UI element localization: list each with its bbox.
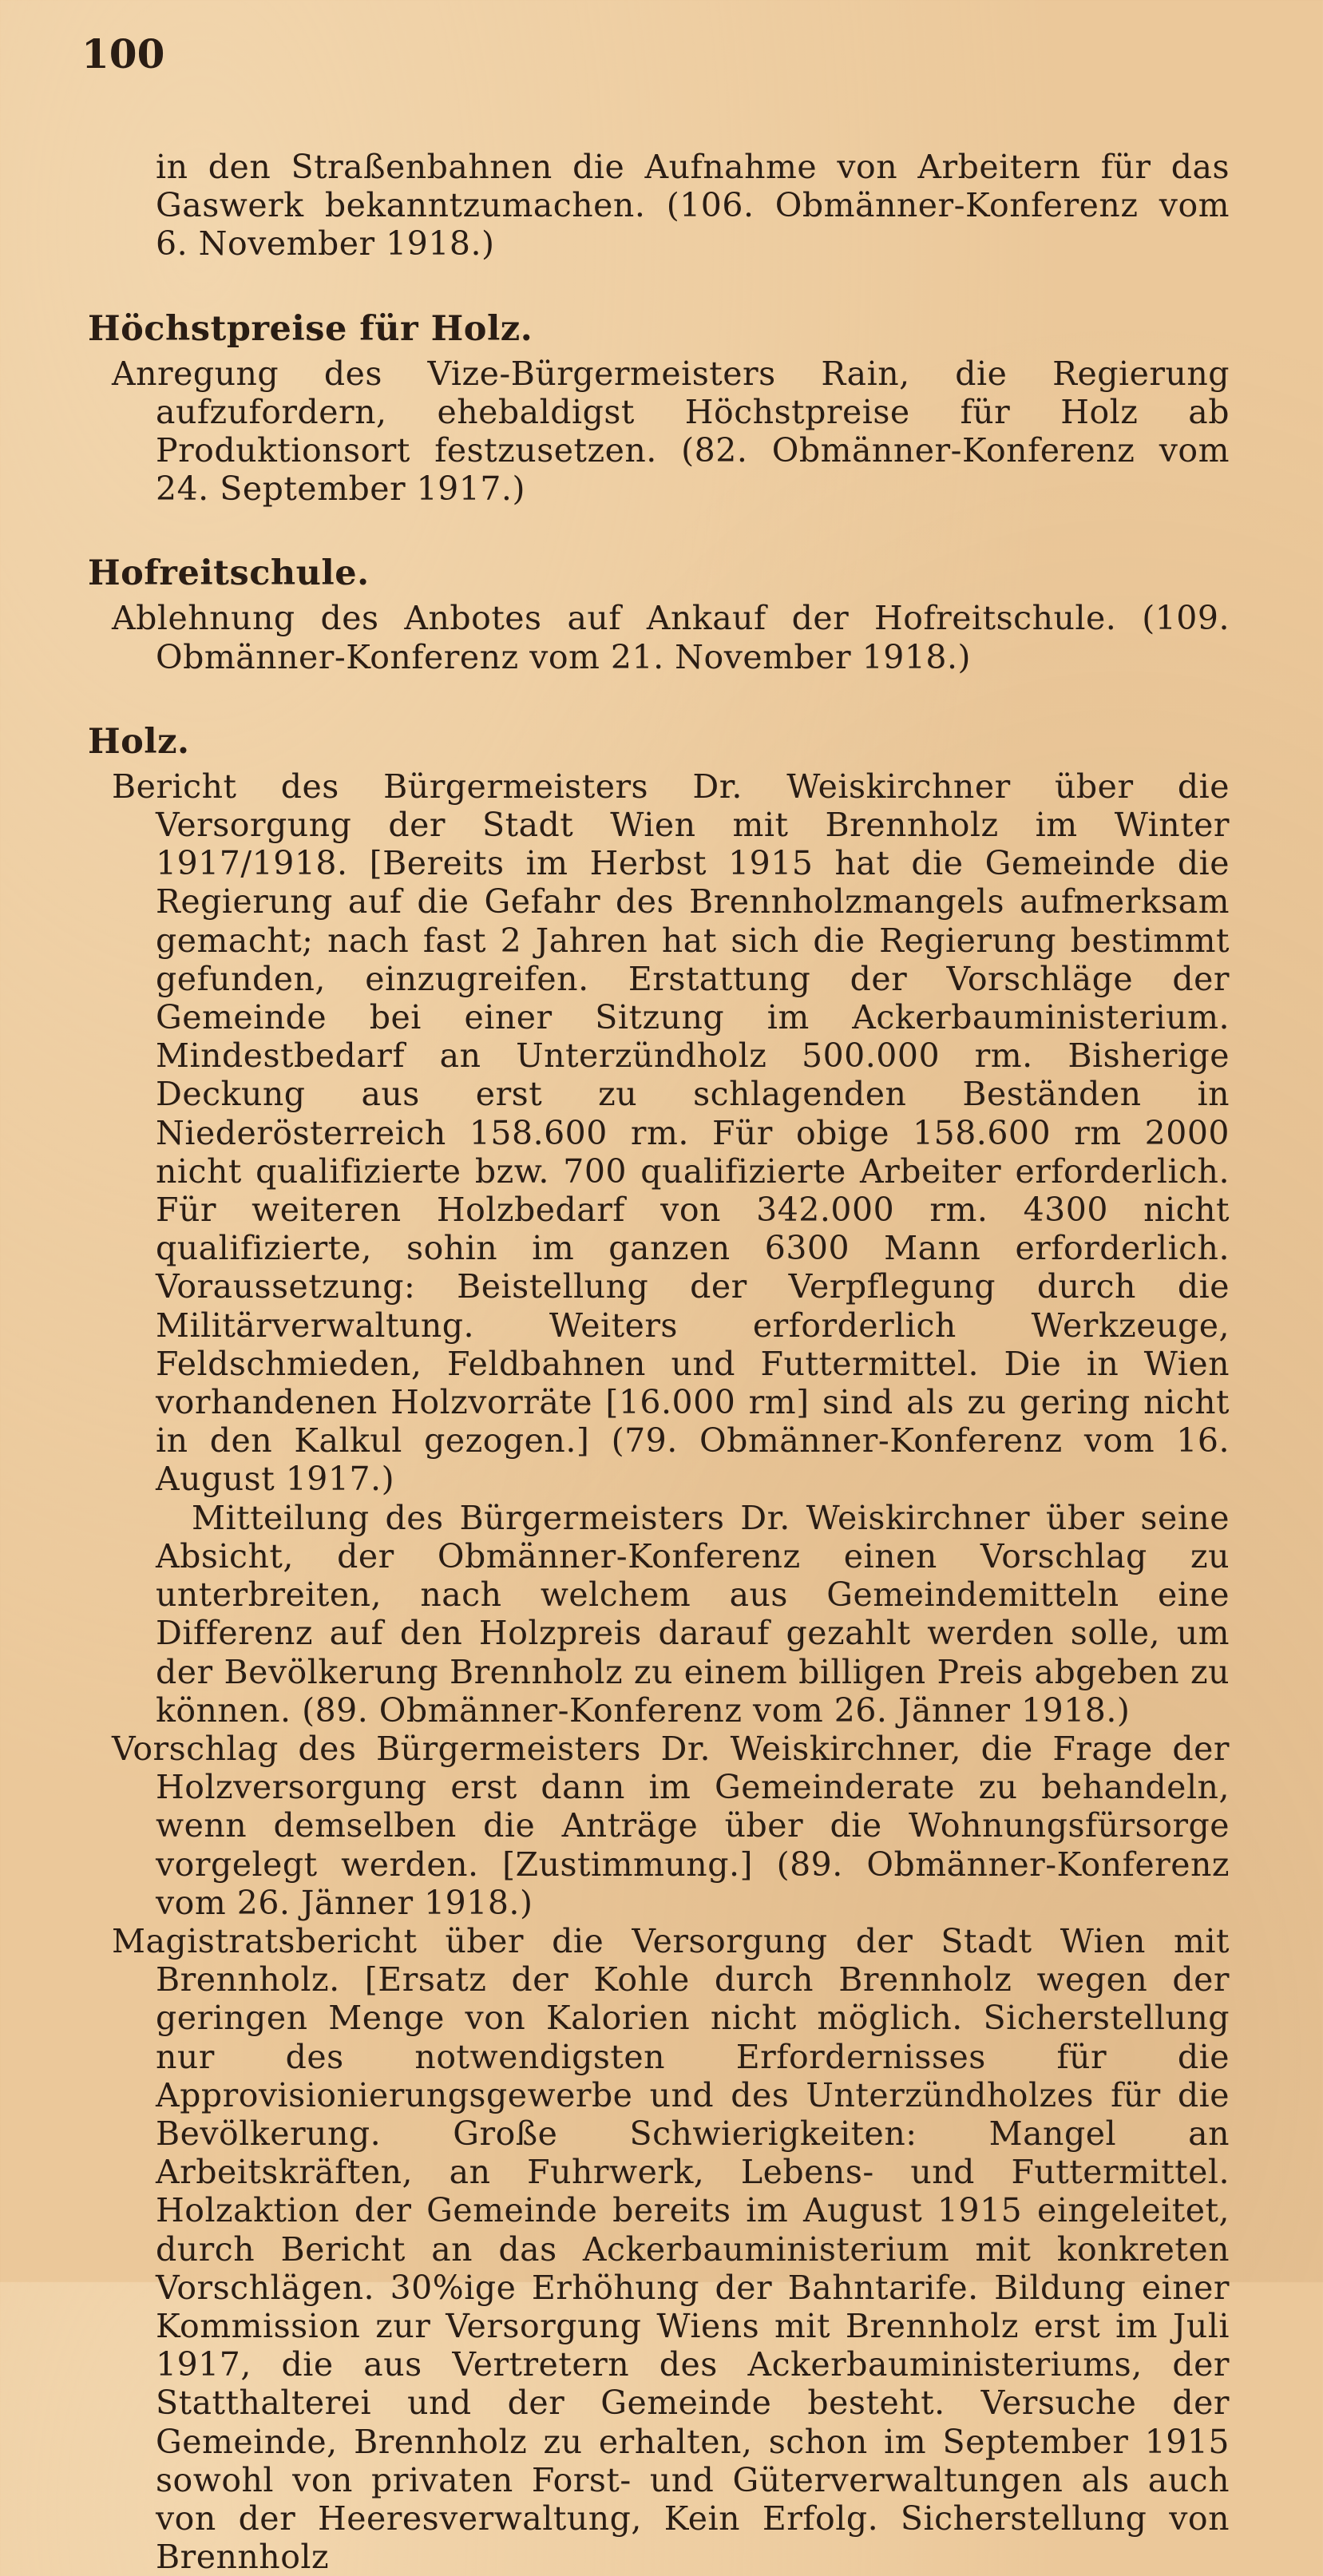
section-heading: Holz.: [88, 721, 190, 762]
page-body: [88, 148, 1230, 2576]
section-hoechstpreise: [88, 308, 1230, 509]
section-hofreitschule: [88, 553, 1230, 676]
section-heading: Höchstpreise für Holz.: [88, 308, 533, 349]
page-number: 100: [81, 30, 165, 77]
intro-continuation: in den Straßenbahnen die Aufnahme von Arbeitern für das Gaswerk bekanntzumachen. (106. Obmänner-Konferenz vom 6. November 1918.): [156, 148, 1230, 264]
entry: Ablehnung des Anbotes auf Ankauf der Hofreitschule. (109. Obmänner-Konferenz vom 21. November 1918.): [112, 599, 1230, 676]
section-heading: Hofreitschule.: [88, 553, 370, 594]
entry: Bericht des Bürgermeisters Dr. Weiskirchner über die Versorgung der Stadt Wien mit Brennholz im Winter 1917/1918. [Bereits im Herbst 1915 hat die Gemeinde die Regierung auf die Gefahr des Brennholzmangels aufmerksam gemacht; nach fast 2 Jahren hat sich die Regierung bestimmt gefunden, einzugreifen. Erstattung der Vorschläge der Gemeinde bei einer Sitzung im Ackerbauministerium. Mindestbedarf an Unterzündholz 500.000 rm. Bisherige Deckung aus erst zu schlagenden Beständen in Niederösterreich 158.600 rm. Für obige 158.600 rm 2000 nicht qualifizierte bzw. 700 qualifizierte Arbeiter erforderlich. Für weiteren Holzbedarf von 342.000 rm. 4300 nicht qualifizierte, sohin im ganzen 6300 Mann erforderlich. Voraussetzung: Beistellung der Verpflegung durch die Militärverwaltung. Weiters erforderlich Werkzeuge, Feldschmieden, Feldbahnen und Futtermittel. Die in Wien vorhandenen Holzvorräte [16.000 rm] sind als zu gering nicht in den Kalkul gezogen.] (79. Obmänner-Konferenz vom 16. August 1917.): [112, 767, 1230, 1499]
entry: Magistratsbericht über die Versorgung der Stadt Wien mit Brennholz. [Ersatz der Kohle durch Brennholz wegen der geringen Menge von Kalorien nicht möglich. Sicherstellung nur des notwendigsten Erfordernisses für die Approvisionierungsgewerbe und des Unterzündholzes für die Bevölkerung. Große Schwierigkeiten: Mangel an Arbeitskräften, an Fuhrwerk, Lebens- und Futtermittel. Holzaktion der Gemeinde bereits im August 1915 eingeleitet, durch Bericht an das Ackerbauministerium mit konkreten Vorschlägen. 30%ige Erhöhung der Bahntarife. Bildung einer Kommission zur Versorgung Wiens mit Brennholz erst im Juli 1917, die aus Vertretern des Ackerbauministeriums, der Statthalterei und der Gemeinde besteht. Versuche der Gemeinde, Brennholz zu erhalten, schon im September 1915 sowohl von privaten Forst- und Güterverwaltungen als auch von der Heeresverwaltung, Kein Erfolg. Sicherstellung von Brennholz: [112, 1921, 1230, 2576]
entry: Mitteilung des Bürgermeisters Dr. Weiskirchner über seine Absicht, der Obmänner-Konferenz einen Vorschlag zu unterbreiten, nach welchem aus Gemeindemitteln eine Differenz auf den Holzpreis darauf gezahlt werden solle, um der Bevölkerung Brennholz zu einem billigen Preis abgeben zu können. (89. Obmänner-Konferenz vom 26. Jänner 1918.): [156, 1498, 1230, 1730]
entry: Vorschlag des Bürgermeisters Dr. Weiskirchner, die Frage der Holzversorgung erst dann im Gemeinderate zu behandeln, wenn demselben die Anträge über die Wohnungsfürsorge vorgelegt werden. [Zustimmung.] (89. Obmänner-Konferenz vom 26. Jänner 1918.): [112, 1729, 1230, 1922]
section-holz: [88, 721, 1230, 2576]
entry: Anregung des Vize-Bürgermeisters Rain, die Regierung aufzufordern, ehebaldigst Höchstpreise für Holz ab Produktionsort festzusetzen. (82. Obmänner-Konferenz vom 24. September 1917.): [112, 354, 1230, 509]
